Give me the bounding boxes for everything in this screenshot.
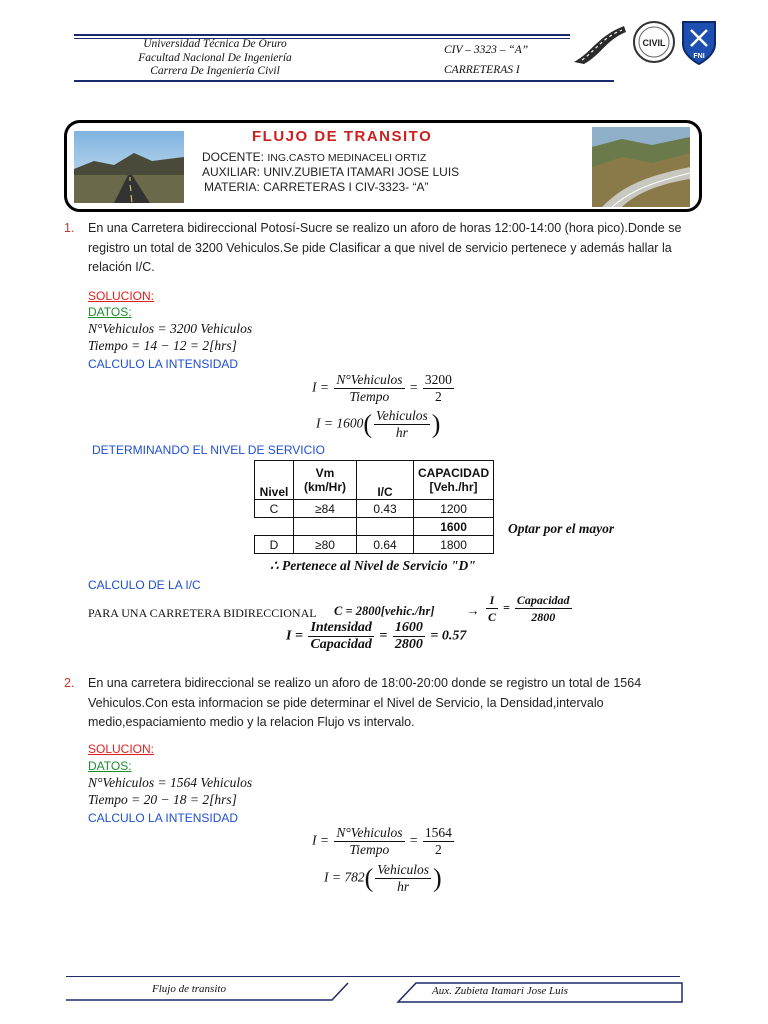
p2-intensity-equation bbox=[312, 825, 456, 858]
auxiliar-line: AUXILIAR: UNIV.ZUBIETA ITAMARI JOSE LUIS bbox=[202, 165, 460, 179]
p2-dato-vehiculos: N°Vehiculos = 1564 Vehiculos bbox=[88, 775, 253, 790]
table-cell: 1600 bbox=[414, 518, 494, 536]
table-header: Vm (km/Hr) bbox=[294, 461, 357, 500]
table-cell: 0.64 bbox=[357, 536, 414, 554]
p1-ic-num2: Capacidad bbox=[516, 593, 570, 607]
road-logo-icon bbox=[572, 22, 628, 66]
p2-res-lhs: I = 782 bbox=[324, 869, 365, 885]
p1-calculo-ic-label: CALCULO DE LA I/C bbox=[88, 578, 201, 592]
civil-logo-text: CIVIL bbox=[642, 38, 666, 48]
p2-eq-equals: = bbox=[409, 832, 418, 848]
materia-line: MATERIA: CARRETERAS I CIV-3323- “A” bbox=[204, 180, 429, 194]
table-cell: ≥84 bbox=[294, 500, 357, 518]
p1-final-den1: Capacidad bbox=[310, 637, 372, 652]
document-title: FLUJO DE TRANSITO bbox=[252, 128, 433, 145]
p1-res-den: hr bbox=[395, 425, 408, 440]
table-cell bbox=[255, 518, 294, 536]
p1-eq-lhs: I = bbox=[312, 379, 329, 395]
table-row bbox=[255, 518, 494, 536]
table-cell: D bbox=[255, 536, 294, 554]
highway-photo-right bbox=[592, 127, 690, 207]
p2-intensity-result: I = 782( $\frac{\text{Vehiculos}}{hr}$ ) bbox=[324, 862, 442, 894]
p1-intensity-result: I = 1600( $\frac{\text{Vehiculos}}{hr}$ ) bbox=[316, 408, 441, 440]
header-university bbox=[100, 38, 330, 79]
footer-right-text: Aux. Zubieta Itamari Jose Luis bbox=[432, 985, 568, 997]
table-cell: 1200 bbox=[414, 500, 494, 518]
fni-logo-text: FNI bbox=[693, 53, 705, 60]
p1-ic-equals: = bbox=[503, 600, 510, 615]
problem1-statement: En una Carretera bidireccional Potosí-Sucre se realizo un aforo de horas 12:00-14:00 (hora pico).Donde se registro un total de 3200 Vehiculos.Se pide Clasificar a que nivel de servicio pertenece y además hallar la relación I/C. bbox=[88, 221, 682, 274]
p1-dato-tiempo: Tiempo = 14 − 12 = 2[hrs] bbox=[88, 338, 237, 353]
problem1-number: 1. bbox=[64, 221, 75, 235]
table-cell: 0.43 bbox=[357, 500, 414, 518]
table-cell bbox=[294, 518, 357, 536]
p1-eq-den: Tiempo bbox=[349, 389, 390, 404]
p1-final-result: = 0.57 bbox=[430, 628, 467, 644]
fni-shield-icon bbox=[680, 18, 718, 66]
p1-conclusion: ∴ Pertenece al Nivel de Servicio "D" bbox=[270, 558, 476, 573]
career-name: Carrera De Ingeniería Civil bbox=[150, 65, 280, 77]
p2-res-num: Vehiculos bbox=[377, 862, 430, 877]
p1-ic-equation bbox=[484, 592, 574, 625]
header-bottom-rule bbox=[74, 80, 614, 82]
p1-final-equals: = bbox=[379, 628, 388, 644]
header-top-rule bbox=[74, 34, 570, 36]
p1-eq-equals: = bbox=[409, 379, 418, 395]
university-name: Universidad Técnica De Oruro bbox=[143, 38, 287, 50]
p2-eq-den: Tiempo bbox=[349, 842, 390, 857]
p1-final-den2: 2800 bbox=[394, 637, 423, 652]
p1-solucion-label: SOLUCION: bbox=[88, 289, 155, 303]
p1-optar-note: Optar por el mayor bbox=[508, 521, 615, 536]
p1-res-num: Vehiculos bbox=[376, 408, 428, 423]
p2-eq-den2: 2 bbox=[435, 842, 442, 857]
p1-para-text: PARA UNA CARRETERA BIDIRECCIONAL bbox=[88, 606, 317, 620]
p2-datos-label: DATOS: bbox=[88, 759, 132, 773]
p1-ic-num1: I bbox=[486, 592, 498, 609]
p2-res-den: hr bbox=[397, 879, 410, 894]
table-row bbox=[255, 536, 494, 554]
p1-final-num2: 1600 bbox=[394, 620, 423, 635]
table-header: Nivel bbox=[255, 461, 294, 500]
p1-eq-den2: 2 bbox=[435, 389, 442, 404]
p1-arrow: → bbox=[466, 603, 480, 618]
p1-final-num1: Intensidad bbox=[310, 620, 372, 635]
p2-eq-num2: 1564 bbox=[424, 825, 452, 840]
p2-eq-num: N°Vehiculos bbox=[336, 825, 403, 840]
p2-dato-tiempo: Tiempo = 20 − 18 = 2[hrs] bbox=[88, 792, 237, 807]
course-code: CIV – 3323 – “A” bbox=[444, 44, 529, 56]
table-header: I/C bbox=[357, 461, 414, 500]
p1-calculo-intensidad-label: CALCULO LA INTENSIDAD bbox=[88, 357, 239, 371]
p1-eq-num: N°Vehiculos bbox=[336, 372, 403, 387]
service-level-table bbox=[254, 460, 494, 554]
p1-final-equation bbox=[286, 620, 466, 653]
road-photo-left bbox=[74, 131, 184, 203]
table-cell: 1800 bbox=[414, 536, 494, 554]
p1-intensity-equation bbox=[312, 372, 456, 405]
p2-eq-lhs: I = bbox=[312, 832, 329, 848]
p1-capacity-value: C = 2800[vehic./hr] bbox=[334, 604, 435, 618]
docente-line bbox=[202, 150, 426, 164]
table-header-row bbox=[255, 461, 494, 500]
p1-datos-label: DATOS: bbox=[88, 305, 132, 319]
problem2-number: 2. bbox=[64, 676, 75, 690]
faculty-name: Facultad Nacional De Ingeniería bbox=[138, 51, 292, 64]
p1-eq-num2: 3200 bbox=[424, 372, 452, 387]
table-row bbox=[255, 500, 494, 518]
p1-ic-den2: 2800 bbox=[531, 610, 556, 624]
docente-label: DOCENTE: bbox=[202, 150, 268, 164]
p1-dato-vehiculos: N°Vehiculos = 3200 Vehiculos bbox=[88, 321, 253, 336]
p2-calculo-intensidad-label: CALCULO LA INTENSIDAD bbox=[88, 811, 239, 825]
table-header: CAPACIDAD [Veh./hr] bbox=[414, 461, 494, 500]
table-cell bbox=[357, 518, 414, 536]
p2-solucion-label: SOLUCION: bbox=[88, 742, 155, 756]
course-name: CARRETERAS I bbox=[444, 64, 520, 76]
p1-res-lhs: I = 1600 bbox=[316, 415, 364, 431]
problem2-statement: En una carretera bidireccional se realizo un aforo de 18:00-20:00 donde se registro un total de 1564 Vehiculos.Con esta informacion se pide determinar el Nivel de Servicio, la Densidad,intervalo medio,espaciamiento medio y la relacion Flujo vs intervalo. bbox=[88, 676, 642, 729]
table-cell: C bbox=[255, 500, 294, 518]
footer-top-rule bbox=[66, 976, 680, 977]
table-cell: ≥80 bbox=[294, 536, 357, 554]
p1-ic-den1: C bbox=[488, 610, 497, 624]
footer-left-text: Flujo de transito bbox=[152, 983, 226, 995]
civil-logo-icon bbox=[632, 20, 676, 64]
p1-final-lhs: I = bbox=[286, 628, 303, 644]
p1-determinando-label: DETERMINANDO EL NIVEL DE SERVICIO bbox=[92, 443, 325, 457]
docente-value: ING.CASTO MEDINACELI ORTIZ bbox=[267, 152, 427, 164]
